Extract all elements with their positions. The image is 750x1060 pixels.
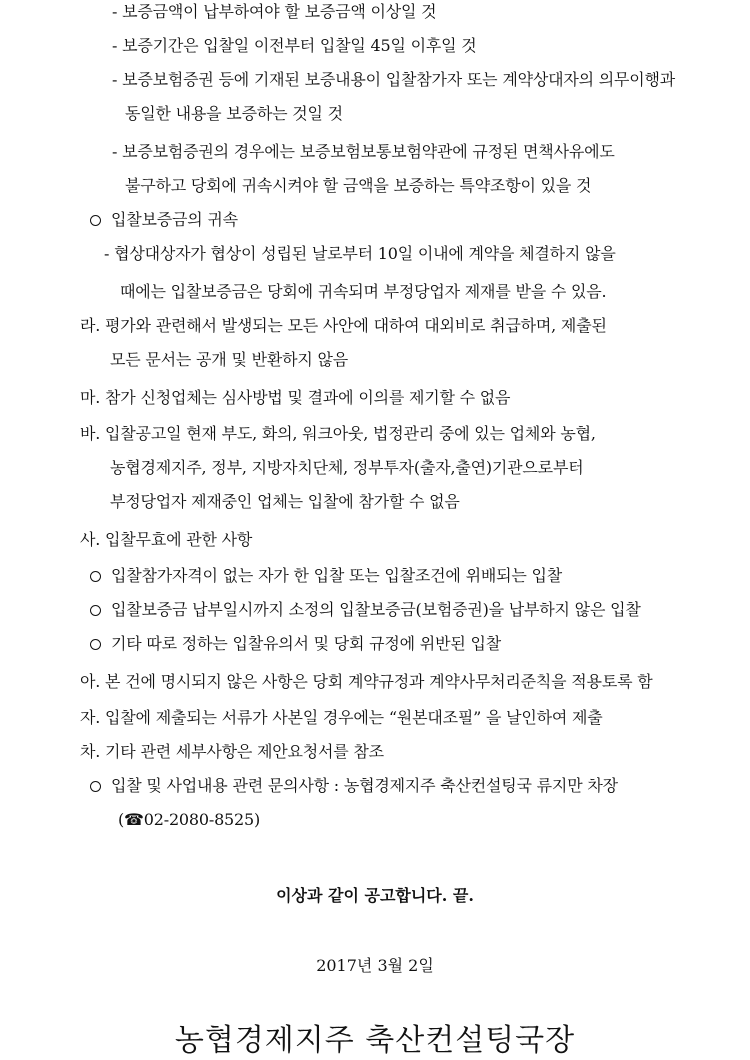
line-text: 때에는 입찰보증금은 당회에 귀속되며 부정당업자 제재를 받을 수 있음. [120,282,607,301]
dash-marker: - [112,142,118,161]
closing-statement: 이상과 같이 공고합니다. 끝. [276,886,474,905]
dash-marker: - [112,36,118,55]
list-item [112,36,477,56]
line-text: 입찰보증금의 귀속 [111,210,238,229]
line-text: 동일한 내용을 보증하는 것일 것 [125,104,343,123]
list-item [112,142,615,162]
section-marker: 사. [80,530,101,549]
line-text: (☎02-2080-8525) [118,810,261,829]
section-marker: 바. [80,424,101,443]
line-text: 평가와 관련해서 발생되는 모든 사안에 대하여 대외비로 취급하며, 제출된 [105,316,607,335]
list-item [80,316,607,336]
dash-marker: - [104,244,110,263]
list-item [112,70,675,90]
phone-number [118,810,260,830]
section-marker: 라. [80,316,101,335]
line-text: 부정당업자 제재중인 업체는 입찰에 참가할 수 없음 [110,492,460,511]
circle-bullet-icon [90,215,101,226]
list-item [90,210,238,230]
line-text: 입찰참가자격이 없는 자가 한 입찰 또는 입찰조건에 위배되는 입찰 [111,566,563,585]
list-item-continuation [125,104,343,124]
line-text: 보증보험증권 등에 기재된 보증내용이 입찰참가자 또는 계약상대자의 의무이행과 [122,70,676,89]
list-item [80,672,652,692]
dash-marker: - [112,2,118,21]
line-text: 보증기간은 입찰일 이전부터 입찰일 45일 이후일 것 [122,36,477,55]
section-marker: 차. [80,742,101,761]
circle-bullet-icon [90,571,101,582]
line-text: 보증보험증권의 경우에는 보증보험보통보험약관에 규정된 면책사유에도 [122,142,615,161]
circle-bullet-icon [90,781,101,792]
list-item-continuation [120,282,606,302]
line-text: 모든 문서는 공개 및 반환하지 않음 [110,350,349,369]
list-item [90,634,501,654]
line-text: 불구하고 당회에 귀속시켜야 할 금액을 보증하는 특약조항이 있을 것 [125,176,592,195]
dash-marker: - [112,70,118,89]
list-item [90,600,641,620]
line-text: 입찰무효에 관한 사항 [105,530,253,549]
list-item-continuation [110,492,460,512]
list-item [104,244,616,264]
line-text: 협상대상자가 협상이 성립된 날로부터 10일 이내에 계약을 체결하지 않을 [114,244,616,263]
line-text: 참가 신청업체는 심사방법 및 결과에 이의를 제기할 수 없음 [105,388,511,407]
line-text: 본 건에 명시되지 않은 사항은 당회 계약규정과 계약사무처리준칙을 적용토록 함 [105,672,653,691]
line-text: 농협경제지주, 정부, 지방자치단체, 정부투자(출자,출연)기관으로부터 [110,458,584,477]
list-item [80,424,596,444]
circle-bullet-icon [90,605,101,616]
notice-date: 2017년 3월 2일 [316,956,434,975]
line-text: 기타 관련 세부사항은 제안요청서를 참조 [105,742,384,761]
list-item [80,388,510,408]
list-item [90,776,618,796]
list-item [80,708,603,728]
list-item-continuation [110,458,583,478]
line-text: 입찰보증금 납부일시까지 소정의 입찰보증금(보험증권)을 납부하지 않은 입찰 [111,600,641,619]
line-text: 입찰공고일 현재 부도, 화의, 워크아웃, 법정관리 중에 있는 업체와 농협, [105,424,596,443]
list-item [90,566,562,586]
section-marker: 아. [80,672,101,691]
line-text: 기타 따로 정하는 입찰유의서 및 당회 규정에 위반된 입찰 [111,634,501,653]
section-marker: 자. [80,708,101,727]
list-item [80,530,252,550]
section-marker: 마. [80,388,101,407]
line-text: 보증금액이 납부하여야 할 보증금액 이상일 것 [122,2,437,21]
list-item [112,2,436,22]
list-item-continuation [110,350,348,370]
list-item-continuation [125,176,591,196]
issuer-signature: 농협경제지주 축산컨설팅국장 [174,1023,576,1058]
circle-bullet-icon [90,639,101,650]
line-text: 입찰에 제출되는 서류가 사본일 경우에는 “원본대조필” 을 날인하여 제출 [105,708,603,727]
list-item [80,742,384,762]
line-text: 입찰 및 사업내용 관련 문의사항 : 농협경제지주 축산컨설팅국 류지만 차장 [111,776,618,795]
